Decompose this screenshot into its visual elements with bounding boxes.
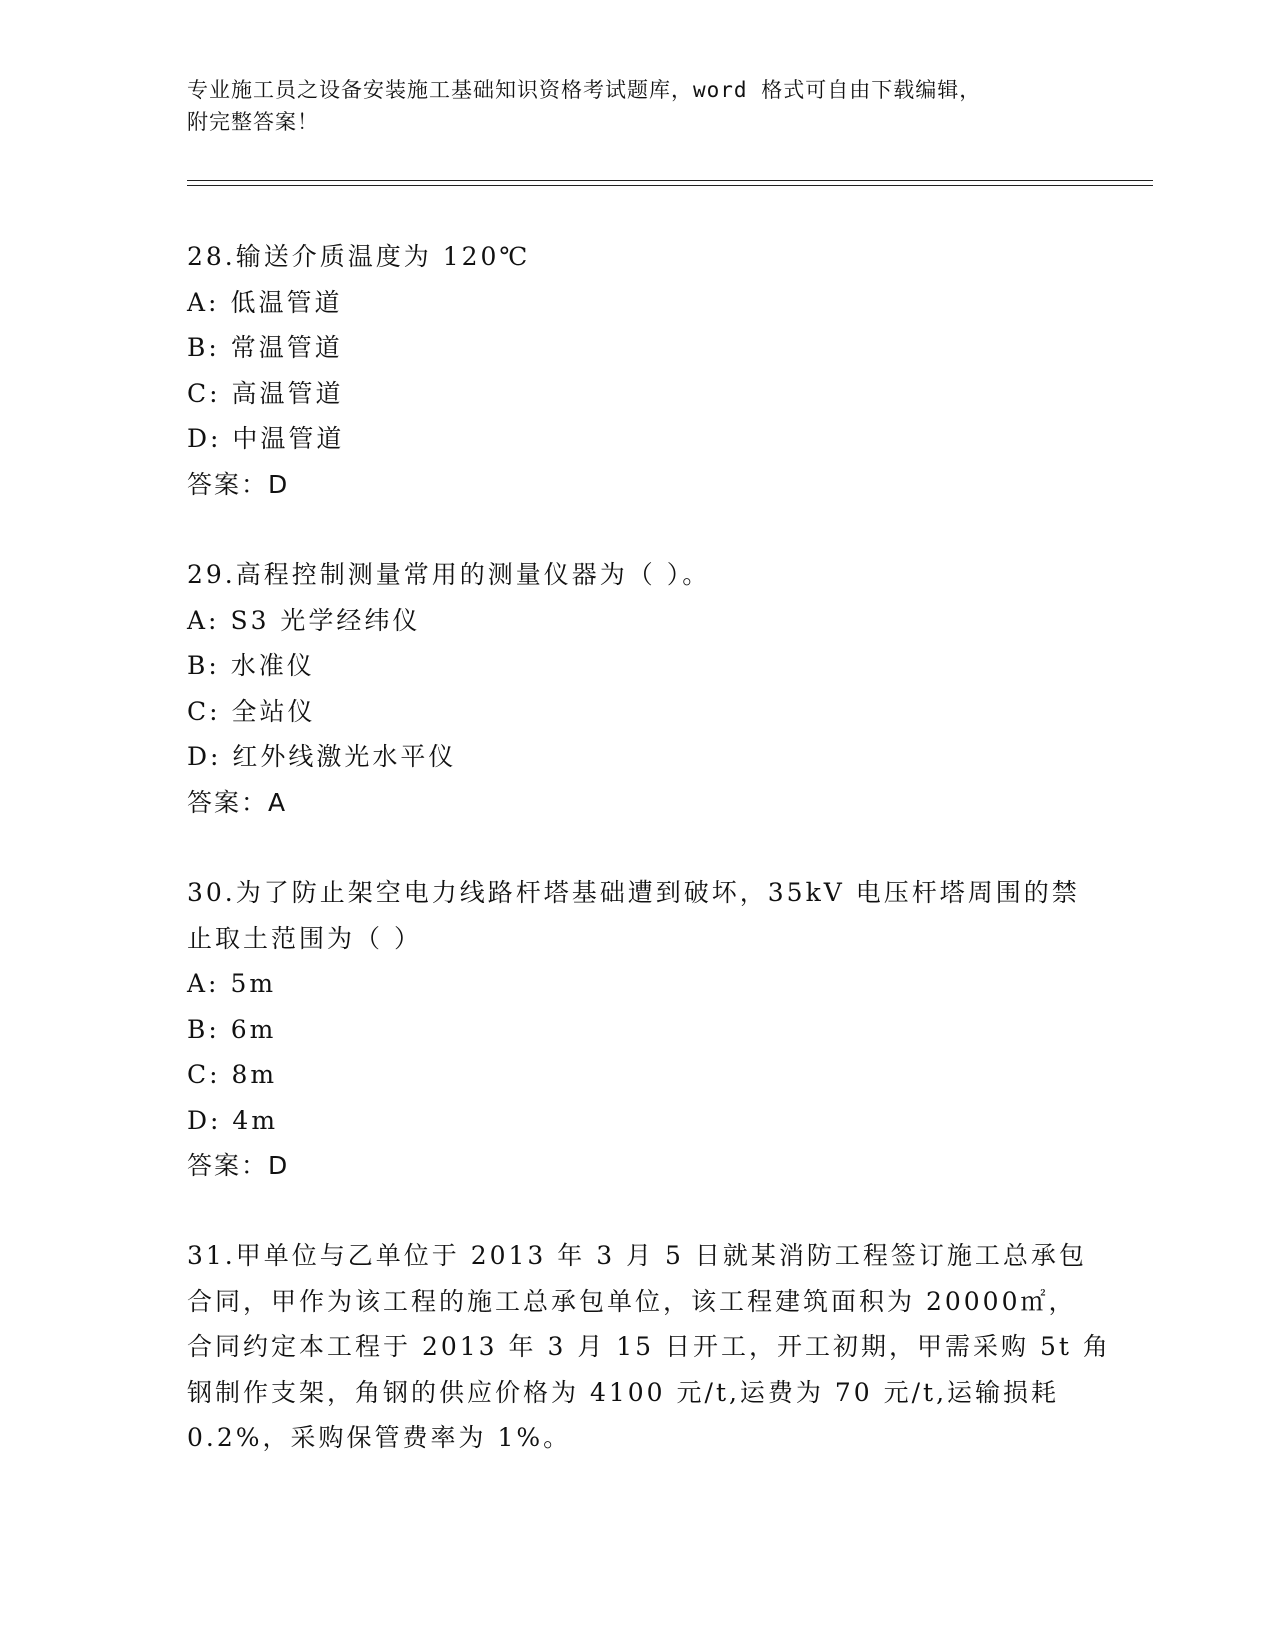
option-d — [187, 1098, 1087, 1144]
option-a — [187, 280, 1087, 326]
question-stem: 28.输送介质温度为 120℃ — [187, 242, 531, 271]
option-letter: C: — [187, 378, 221, 408]
header-line-1: 专业施工员之设备安装施工基础知识资格考试题库，word 格式可自由下载编辑， — [187, 78, 982, 102]
option-text: 中温管道 — [232, 424, 345, 453]
option-letter: A: — [187, 969, 220, 998]
option-letter: C: — [187, 1060, 221, 1089]
option-text: S3 光学经纬仪 — [230, 605, 421, 635]
document-header — [187, 74, 1067, 138]
question-29 — [187, 552, 1087, 825]
header-divider-bottom — [187, 185, 1153, 186]
question-stem-line: 止取土范围为（ ） — [187, 923, 422, 953]
option-letter: D: — [187, 1105, 222, 1135]
option-text: 8m — [231, 1060, 278, 1089]
option-text: 4m — [232, 1105, 279, 1135]
question-stem-line: 0.2%，采购保管费率为 1%。 — [187, 1423, 572, 1452]
question-30 — [187, 870, 1087, 1189]
option-text: 水准仪 — [230, 651, 315, 680]
question-stem-line: 合同，甲作为该工程的施工总承包单位，该工程建筑面积为 20000㎡， — [187, 1286, 1077, 1316]
option-text: 高温管道 — [231, 378, 344, 408]
option-a — [187, 598, 1087, 644]
option-text: 5m — [230, 969, 277, 998]
option-letter: D: — [187, 742, 222, 771]
option-c — [187, 689, 1087, 735]
option-letter: D: — [187, 424, 222, 453]
option-c — [187, 371, 1087, 417]
option-c — [187, 1052, 1087, 1098]
question-stem-line: 30.为了防止架空电力线路杆塔基础遭到破坏，35kV 电压杆塔周围的禁 — [187, 878, 1080, 907]
option-b — [187, 325, 1087, 371]
answer: 答案：D — [187, 1151, 290, 1180]
question-stem: 29.高程控制测量常用的测量仪器为（ ）。 — [187, 560, 711, 589]
question-31 — [187, 1233, 1111, 1461]
option-b — [187, 643, 1087, 689]
question-stem-line: 合同约定本工程于 2013 年 3 月 15 日开工，开工初期，甲需采购 5t 角 — [187, 1332, 1111, 1361]
option-letter: C: — [187, 696, 221, 726]
question-stem-line: 钢制作支架，角钢的供应价格为 4100 元/t,运费为 70 元/t,运输损耗 — [187, 1377, 1060, 1407]
option-text: 6m — [230, 1014, 277, 1044]
answer: 答案：D — [187, 469, 290, 499]
option-text: 低温管道 — [230, 287, 343, 317]
option-d — [187, 416, 1087, 462]
option-letter: A: — [187, 287, 220, 317]
option-b — [187, 1007, 1087, 1053]
question-stem-line: 31.甲单位与乙单位于 2013 年 3 月 5 日就某消防工程签订施工总承包 — [187, 1241, 1087, 1270]
header-divider-top — [187, 180, 1153, 181]
option-letter: B: — [187, 333, 220, 362]
option-text: 全站仪 — [231, 696, 316, 726]
option-text: 常温管道 — [230, 333, 343, 362]
option-letter: A: — [187, 605, 220, 635]
option-d — [187, 734, 1087, 780]
option-a — [187, 961, 1087, 1007]
question-28 — [187, 234, 1087, 507]
option-letter: B: — [187, 651, 220, 680]
option-text: 红外线激光水平仪 — [232, 742, 457, 771]
answer: 答案：A — [187, 787, 288, 817]
option-letter: B: — [187, 1014, 220, 1044]
header-line-2: 附完整答案！ — [187, 110, 319, 134]
